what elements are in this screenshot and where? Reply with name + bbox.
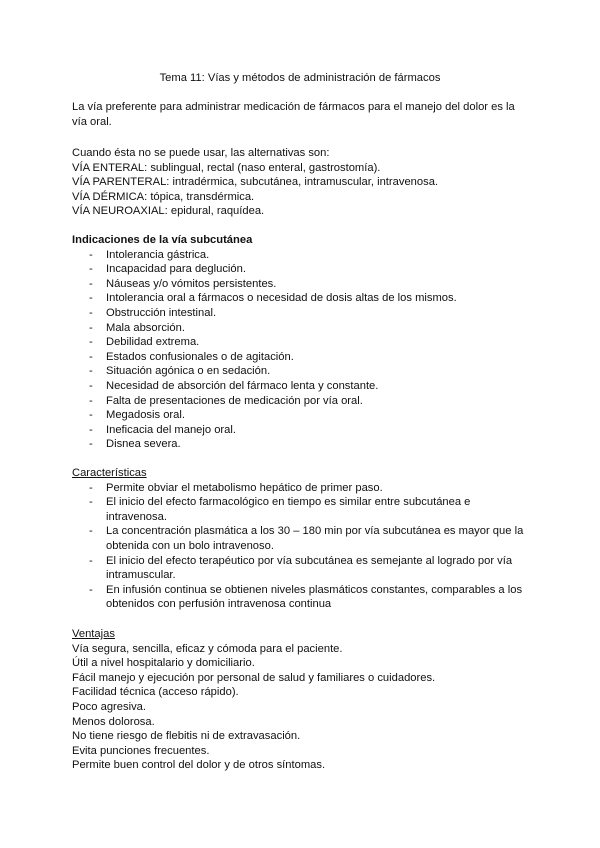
list-item: - Mala absorción. xyxy=(72,321,532,336)
list-item-line: La concentración plasmática a los 30 – 180 min por vía subcutánea es mayor que la xyxy=(106,525,524,538)
advantage-item: Fácil manejo y ejecución por personal de salud y familiares o cuidadores. xyxy=(72,671,436,684)
list-item-line: En infusión continua se obtienen niveles plasmáticos constantes, comparables a los xyxy=(106,583,523,596)
characteristics-list xyxy=(72,481,532,612)
intro-line: vía oral. xyxy=(72,115,112,128)
advantage-item: Facilidad técnica (acceso rápido). xyxy=(72,686,239,699)
alternative-item: VÍA ENTERAL: sublingual, rectal (naso enteral, gastrostomía). xyxy=(72,161,381,174)
list-item-line: Permite obviar el metabolismo hepático de primer paso. xyxy=(106,481,383,494)
characteristics-heading: Características xyxy=(72,467,147,479)
list-item-line: El inicio del efecto farmacológico en tiempo es similar entre subcutánea e xyxy=(106,496,471,509)
advantage-item: Permite buen control del dolor y de otros síntomas. xyxy=(72,759,326,772)
list-item-line: obtenidos con perfusión intravenosa continua xyxy=(106,598,332,611)
advantage-item: Útil a nivel hospitalario y domiciliario. xyxy=(72,657,255,670)
list-item: - Intolerancia gástrica. xyxy=(72,248,532,263)
list-item-line: obtenida con un bolo intravenoso. xyxy=(106,539,274,552)
list-item xyxy=(72,583,532,612)
list-item: - Ineficacia del manejo oral. xyxy=(72,423,532,438)
characteristics-section xyxy=(72,466,532,612)
list-item: - Megadosis oral. xyxy=(72,408,532,423)
alternative-item: VÍA PARENTERAL: intradérmica, subcutánea, intramuscular, intravenosa. xyxy=(72,176,439,189)
list-item-line: intramuscular. xyxy=(106,569,176,582)
list-item: - Necesidad de absorción del fármaco lenta y constante. xyxy=(72,379,532,394)
list-item: - Situación agónica o en sedación. xyxy=(72,364,532,379)
list-item xyxy=(72,481,532,496)
list-item-line: El inicio del efecto terapéutico por vía subcutánea es semejante al logrado por vía xyxy=(106,554,513,567)
advantages-section xyxy=(72,627,532,773)
list-item-line: intravenosa. xyxy=(106,510,167,523)
advantage-item: Vía segura, sencilla, eficaz y cómoda para el paciente. xyxy=(72,642,343,655)
advantage-item: Menos dolorosa. xyxy=(72,715,155,728)
list-item xyxy=(72,554,532,583)
advantage-item: Evita punciones frecuentes. xyxy=(72,744,210,757)
list-item: - Náuseas y/o vómitos persistentes. xyxy=(72,277,532,292)
advantage-item: No tiene riesgo de flebitis ni de extravasación. xyxy=(72,730,301,743)
list-item xyxy=(72,524,532,553)
alternatives-intro: Cuando ésta no se puede usar, las alternativas son: xyxy=(72,147,330,159)
indications-list xyxy=(72,248,532,452)
advantages-heading: Ventajas xyxy=(72,628,115,640)
intro-line: La vía preferente para administrar medicación de fármacos para el manejo del dolor es la xyxy=(72,101,515,113)
list-item xyxy=(72,495,532,524)
list-item: - Estados confusionales o de agitación. xyxy=(72,350,532,365)
list-item: - Disnea severa. xyxy=(72,437,532,452)
list-item: - Intolerancia oral a fármacos o necesidad de dosis altas de los mismos. xyxy=(72,291,532,306)
document-title: Tema 11: Vías y métodos de administración de fármacos xyxy=(159,72,441,84)
indications-section xyxy=(72,233,532,452)
alternative-item: VÍA NEUROAXIAL: epidural, raquídea. xyxy=(72,205,265,218)
intro-paragraph xyxy=(72,100,532,129)
alternative-item: VÍA DÉRMICA: tópica, transdérmica. xyxy=(72,190,255,203)
advantage-item: Poco agresiva. xyxy=(72,700,147,713)
list-item: - Obstrucción intestinal. xyxy=(72,306,532,321)
list-item: - Incapacidad para deglución. xyxy=(72,262,532,277)
indications-heading: Indicaciones de la vía subcutánea xyxy=(72,234,253,246)
alternatives-section xyxy=(72,146,532,219)
list-item: - Falta de presentaciones de medicación por vía oral. xyxy=(72,394,532,409)
list-item: - Debilidad extrema. xyxy=(72,335,532,350)
